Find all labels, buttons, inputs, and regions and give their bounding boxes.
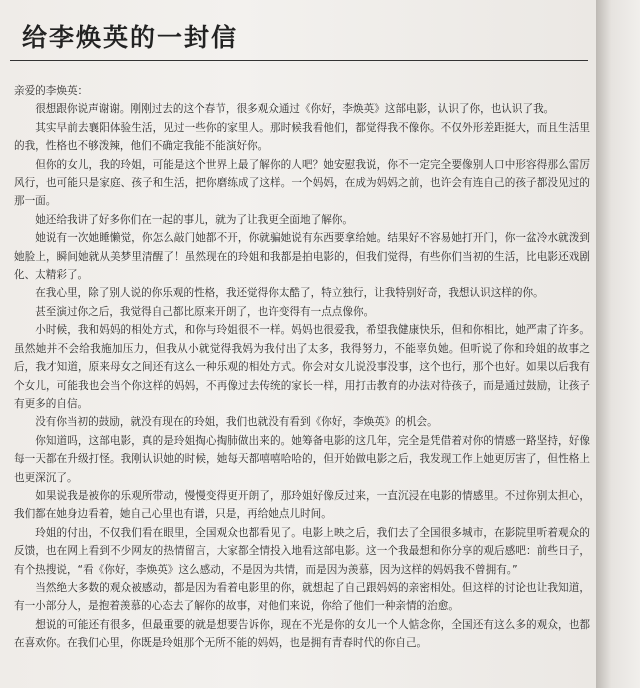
article-body (14, 82, 590, 653)
article-title: 给李焕英的一封信 (22, 23, 239, 52)
paragraph: 你知道吗，这部电影，真的是玲姐掏心掏肺做出来的。她筹备电影的这几年，完全是凭借着对你的情感一路坚持，好像每一天都在升级打怪。我刚认识她的时候，她每天都嘻嘻哈哈的，但开始做电影之后，我发现工作上她更厉害了，但性格上也更深沉了。 (14, 434, 590, 484)
paragraph: 很想跟你说声谢谢。刚刚过去的这个春节，很多观众通过《你好，李焕英》这部电影，认识了你，也认识了我。 (35, 103, 555, 116)
salutation: 亲爱的李焕英： (14, 85, 89, 97)
paragraph: 但你的女儿，我的玲姐，可能是这个世界上最了解你的人吧？她安慰我说，你不一定完全要像别人口中形容得那么雷厉风行，也可能只是家庭、孩子和生活，把你磨练成了这样。一个妈妈，在成为妈妈之前，也许会有连自己的孩子都没见过的那一面。 (14, 158, 590, 208)
paragraph: 小时候，我和妈妈的相处方式，和你与玲姐很不一样。妈妈也很爱我，希望我健康快乐，但和你相比，她严肃了许多。虽然她并不会给我施加压力，但我从小就觉得我妈为我付出了太多，我得努力，不能辜负她。但听说了你和玲姐的故事之后，我才知道，原来母女之间还有这么一种乐观的相处方式。你会对女儿说没事没事，这个也行，那个也好。如果以后我有个女儿，可能我也会当个你这样的妈妈，不再像过去传统的家长一样，用打击教育的办法对待孩子，而是通过鼓励，让孩子有更多的自信。 (14, 324, 590, 410)
paragraph: 她说有一次她睡懒觉，你怎么敲门她都不开，你就骗她说有东西要拿给她。结果好不容易她打开门，你一盆冷水就泼到她脸上，瞬间她就从美梦里清醒了！虽然现在的玲姐和我都是拍电影的，但我们觉得，有些你们当初的生活，比电影还戏剧化、太精彩了。 (14, 232, 590, 282)
paragraph: 她还给我讲了好多你们在一起的事儿，就为了让我更全面地了解你。 (35, 213, 353, 226)
paragraph: 当然绝大多数的观众被感动，都是因为看着电影里的你，就想起了自己跟妈妈的亲密相处。但这样的讨论也让我知道，有一小部分人，是抱着羡慕的心态去了解你的故事，对他们来说，你给了他们一种亲情的治愈。 (14, 581, 590, 613)
paragraph: 想说的可能还有很多，但最重要的就是想要告诉你，现在不光是你的女儿一个人惦念你，全国还有这么多的观众，也都在喜欢你。在我们心里，你既是玲姐那个无所不能的妈妈，也是拥有青春时代的你自己。 (14, 618, 590, 650)
paragraph: 玲姐的付出，不仅我们看在眼里，全国观众也都看见了。电影上映之后，我们去了全国很多城市，在影院里听着观众的反馈，也在网上看到不少网友的热情留言，大家都全情投入地看这部电影。这一个我最想和你分享的观后感吧：前些日子，有个热搜说，“看《你好，李焕英》这么感动，不是因为共情，而是因为羡慕，因为这样的妈妈我不曾拥有。” (14, 526, 590, 576)
paragraph: 没有你当初的鼓励，就没有现在的玲姐，我们也就没有看到《你好，李焕英》的机会。 (35, 416, 438, 429)
paragraph: 如果说我是被你的乐观所带动，慢慢变得更开朗了，那玲姐好像反过来，一直沉浸在电影的情感里。不过你别太担心，我们都在她身边看着，她自己心里也有谱，只是，再给她点儿时间。 (14, 489, 590, 521)
page-edge-shadow (596, 0, 640, 688)
paragraph: 在我心里，除了别人说的你乐观的性格，我还觉得你太酷了，特立独行，让我特别好奇，我想认识这样的你。 (35, 287, 544, 300)
paragraph: 甚至演过你之后，我觉得自己都比原来开朗了，也许变得有一点点像你。 (35, 305, 375, 318)
paragraph: 其实早前去襄阳体验生活，见过一些你的家里人。那时候我看他们，都觉得我不像你。不仅外形差距挺大，而且生活里的我，性格也不够泼辣，他们不确定我能不能演好你。 (14, 121, 590, 153)
title-divider (10, 60, 588, 61)
